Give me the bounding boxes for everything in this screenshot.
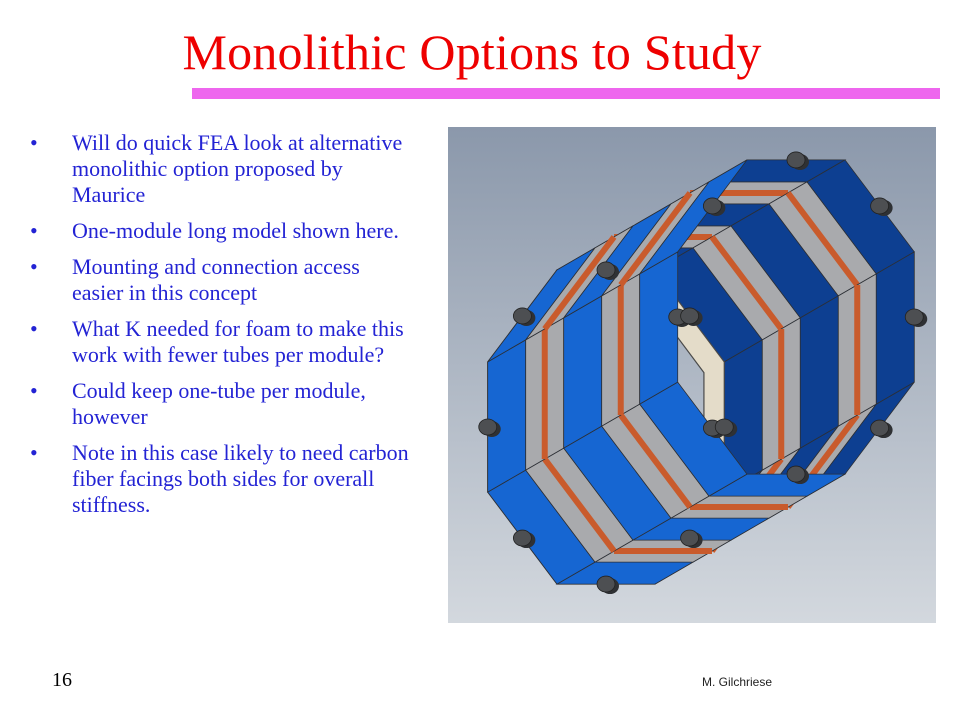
page-number: 16 xyxy=(52,669,72,691)
mounting-stud xyxy=(513,308,531,324)
title-underline-bar xyxy=(192,88,940,99)
bullet-item xyxy=(30,218,410,244)
bullet-dot: • xyxy=(30,254,38,279)
bullet-dot: • xyxy=(30,218,38,243)
mounting-stud xyxy=(597,576,615,592)
mounting-stud xyxy=(513,530,531,546)
bullet-text: One-module long model shown here. xyxy=(72,218,399,243)
slide-title: Monolithic Options to Study xyxy=(182,24,762,80)
barrel-render-image xyxy=(448,127,936,623)
mounting-stud xyxy=(479,419,497,435)
mounting-stud xyxy=(715,419,733,435)
bullet-text: What K needed for foam to make this work with fewer tubes per module? xyxy=(72,316,404,367)
bullet-item xyxy=(30,254,410,306)
blue-panel xyxy=(640,252,678,404)
mounting-stud xyxy=(905,309,923,325)
bullet-dot: • xyxy=(30,316,38,341)
blue-panel xyxy=(564,296,602,448)
bullet-list xyxy=(30,130,410,528)
bullet-item xyxy=(30,378,410,430)
mounting-stud xyxy=(787,152,805,168)
bullet-text: Note in this case likely to need carbon fiber facings both sides for overall stiffness. xyxy=(72,440,409,517)
mounting-stud xyxy=(787,466,805,482)
bullet-dot: • xyxy=(30,130,38,155)
mounting-stud xyxy=(871,198,889,214)
bullet-text: Mounting and connection access easier in this concept xyxy=(72,254,360,305)
bullet-dot: • xyxy=(30,440,38,465)
mounting-stud xyxy=(597,262,615,278)
mounting-stud xyxy=(871,420,889,436)
bullet-item xyxy=(30,130,410,208)
author-footer: M. Gilchriese xyxy=(702,675,773,689)
barrel-render-svg xyxy=(448,127,936,623)
bullet-item xyxy=(30,440,410,518)
blue-panel xyxy=(876,252,914,404)
mounting-stud xyxy=(681,530,699,546)
bullet-item xyxy=(30,316,410,368)
bullet-text: Could keep one-tube per module, however xyxy=(72,378,366,429)
blue-panel xyxy=(800,296,838,448)
bullet-text: Will do quick FEA look at alternative monolithic option proposed by Maurice xyxy=(72,130,403,207)
mounting-stud xyxy=(681,308,699,324)
bullet-dot: • xyxy=(30,378,38,403)
blue-panel xyxy=(488,340,526,492)
mounting-stud xyxy=(703,198,721,214)
